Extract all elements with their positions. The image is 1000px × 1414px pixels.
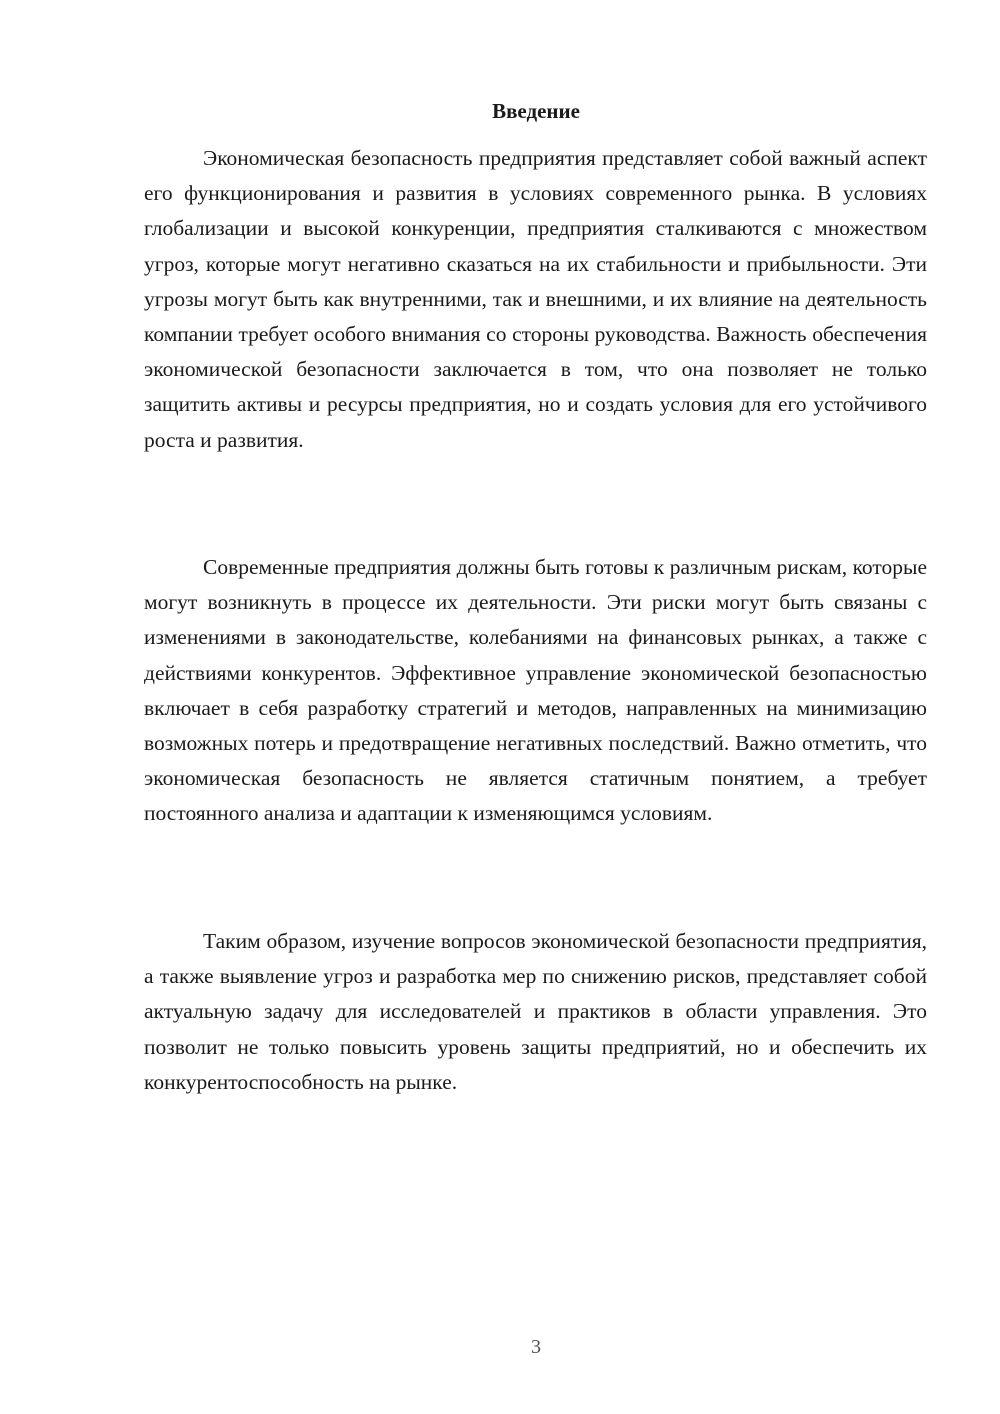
page-number: 3	[531, 1336, 541, 1358]
section-title: Введение	[492, 99, 580, 123]
paragraph-2: Современные предприятия должны быть готовы к различным рискам, которые могут возникнуть в процессе их деятельности. Эти риски могут быть связаны с изменениями в законодательстве, колебаниями на финансовых рынках, а также с действиями конкурентов. Эффективное управление экономической безопасностью включает в себя разработку стратегий и методов, направленных на минимизацию возможных потерь и предотвращение негативных последствий. Важно отметить, что экономическая безопасность не является статичным понятием, а требует постоянного анализа и адаптации к изменяющимся условиям.	[144, 555, 927, 826]
paragraph-3: Таким образом, изучение вопросов экономической безопасности предприятия, а также выявление угроз и разработка мер по снижению рисков, представляет собой актуальную задачу для исследователей и практиков в области управления. Это позволит не только повысить уровень защиты предприятий, но и обеспечить их конкурентоспособность на рынке.	[144, 929, 927, 1094]
paragraph-1: Экономическая безопасность предприятия представляет собой важный аспект его функционирования и развития в условиях современного рынка. В условиях глобализации и высокой конкуренции, предприятия сталкиваются с множеством угроз, которые могут негативно сказаться на их стабильности и прибыльности. Эти угрозы могут быть как внутренними, так и внешними, и их влияние на деятельность компании требует особого внимания со стороны руководства. Важность обеспечения экономической безопасности заключается в том, что она позволяет не только защитить активы и ресурсы предприятия, но и создать условия для его устойчивого роста и развития.	[144, 146, 927, 452]
